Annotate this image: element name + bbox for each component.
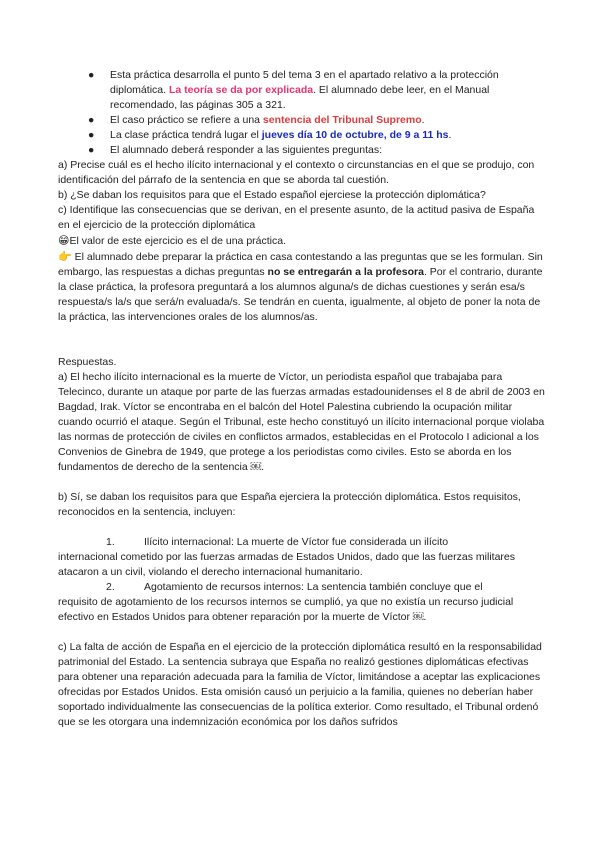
list-item: ● El alumnado deberá responder a las siguientes preguntas: — [88, 144, 383, 156]
highlight-sentence: sentencia del Tribunal Supremo — [262, 114, 422, 126]
answer-c: c) La falta de acción de España en el ejercicio de la protección diplomática resultó en la responsabilidad patrimonial del Estado. La sentencia subraya que España no realizó gestiones diplomáticas efectivas para obtener una reparación adecuada para la familia de Víctor, limitándose a aceptar las explicaciones ofrecidas por Estados Unidos. Esta omisión causó un perjuicio a la familia, quienes no deberían haber soportado individualmente las consecuencias de la política exterior. Como resultado, el Tribunal ordenó que se les otorgara una indemnización económica por los daños sufridos — [58, 641, 542, 728]
value-note: 😁El valor de este ejercicio es el de una práctica. — [58, 234, 287, 247]
list-item: ● La clase práctica tendrá lugar el jueves día 10 de octubre, de 9 a 11 hs. — [88, 129, 452, 141]
answer-a: a) El hecho ilícito internacional es la muerte de Víctor, un periodista español que trabajaba para Telecinco, durante un ataque por parte de las fuerzas armadas estadounidenses el 8 de abril de 2003 en Bagdad, Irak. Víctor se encontraba en el balcón del Hotel Palestina cubriendo la ocupación militar cuando ocurrió el ataque. Según el Tribunal, este hecho constituyó un ilícito internacional porque violaba las normas de protección de civiles en conflictos armados, establecidas en el Protocolo I adicional a los Convenios de Ginebra de 1949, que protege a los periodistas como civiles. Esto se aborda en los fundamentos de derecho de la sentencia ￼. — [58, 371, 545, 473]
answer-b-item-2: 2. Agotamiento de recursos internos: La sentencia también concluye que el requisito de agotamiento de los recursos internos se cumplió, ya que no existía un recurso judicial efectivo en Estados Unidos para obtener reparación por la muerte de Víctor ￼. — [58, 581, 514, 623]
bullet-icon: ● — [88, 129, 95, 141]
answers-heading: Respuestas. — [58, 356, 117, 368]
instructions-list — [58, 68, 546, 158]
bullet-icon: ● — [88, 114, 95, 126]
question-a: a) Precise cuál es el hecho ilícito internacional y el contexto o circunstancias en el que se produjo, con identificación del párrafo de la sentencia en que se aborda tal cuestión. — [58, 159, 535, 186]
highlight-date: jueves día 10 de octubre, de 9 a 11 hs — [261, 129, 449, 141]
answer-b-item-1: 1. Ilícito internacional: La muerte de Víctor fue considerada un ilícito internacional cometido por las fuerzas armadas de Estados Unidos, dado que las fuerzas militares atacaron a un civil, violando el derecho internacional humanitario. — [58, 536, 515, 578]
grin-emoji-icon: 😁 — [58, 234, 70, 247]
pointing-hand-icon: 👉 — [58, 250, 72, 263]
bullet-icon: ● — [88, 144, 95, 156]
question-b: b) ¿Se daban los requisitos para que el Estado español ejerciese la protección diplomática? — [58, 189, 486, 201]
bullet-icon: ● — [88, 69, 95, 81]
list-item: ● Esta práctica desarrolla el punto 5 del tema 3 en el apartado relativo a la protección diplomática. La teoría se da por explicada. El alumnado debe leer, en el Manual recomendado, las páginas 305 a 321. — [88, 69, 499, 111]
highlight-theory: La teoría se da por explicada — [168, 84, 314, 96]
question-c: c) Identifique las consecuencias que se derivan, en el presente asunto, de la actitud pasiva de España en el ejercicio de la protección diplomática — [58, 204, 535, 231]
document-body — [58, 68, 546, 730]
answer-b-intro: b) Sí, se daban los requisitos para que España ejerciera la protección diplomática. Estos requisitos, reconocidos en la sentencia, incluyen: — [58, 491, 521, 518]
list-item: ● El caso práctico se refiere a una sentencia del Tribunal Supremo. — [88, 114, 425, 126]
preparation-note: 👉 El alumnado debe preparar la práctica en casa contestando a las preguntas que se les formulan. Sin embargo, las respuestas a dichas preguntas no se entregarán a la profesora. Por el contrario, durante la clase práctica, la profesora preguntará a los alumnos alguna/s de dichas cuestiones y serán esa/s respuesta/s la/s que será/n evaluada/s. Se tendrán en cuenta, igualmente, al objeto de poner la nota de la práctica, las intervenciones orales de los alumnos/as. — [58, 250, 543, 323]
